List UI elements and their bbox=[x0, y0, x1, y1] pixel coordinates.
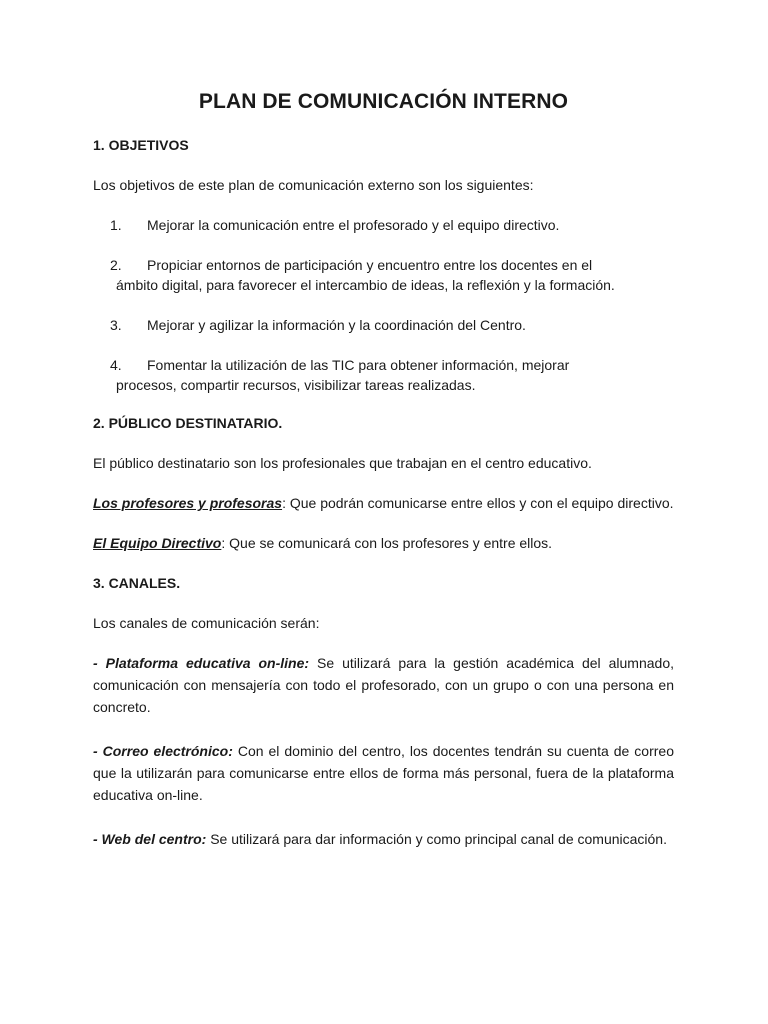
document-title: PLAN DE COMUNICACIÓN INTERNO bbox=[198, 90, 569, 113]
list-item-number: 4. bbox=[110, 357, 122, 373]
audience-intro: El público destinatario son los profesionales que trabajan en el centro educativo. bbox=[93, 455, 592, 471]
objectives-intro: Los objetivos de este plan de comunicación externo son los siguientes: bbox=[93, 177, 534, 193]
list-item-number: 2. bbox=[110, 257, 122, 273]
channel-name: - Web del centro: bbox=[93, 831, 207, 847]
list-item-number: 3. bbox=[110, 317, 122, 333]
channel-description: Con el dominio del centro, los docentes tendrán su cuenta de correo que la utilizarán para comunicarse entre ellos de forma más personal, fuera de la plataforma educativa on-line. bbox=[93, 743, 674, 803]
audience-role-teachers bbox=[93, 493, 674, 513]
list-item-continuation: ámbito digital, para favorecer el intercambio de ideas, la reflexión y la formación. bbox=[116, 277, 615, 293]
audience-role-directors bbox=[93, 533, 674, 553]
channel-description: Se utilizará para la gestión académica del alumnado, comunicación con mensajería con todo el profesorado, con un grupo o con una persona en concreto. bbox=[93, 655, 674, 715]
channel-description: Se utilizará para dar información y como principal canal de comunicación. bbox=[206, 831, 667, 847]
list-item-text: Fomentar la utilización de las TIC para obtener información, mejorar bbox=[147, 357, 570, 373]
list-item bbox=[93, 255, 674, 295]
list-item-text: Mejorar la comunicación entre el profesorado y el equipo directivo. bbox=[147, 217, 560, 233]
list-item bbox=[93, 315, 674, 335]
role-description: : Que podrán comunicarse entre ellos y con el equipo directivo. bbox=[282, 495, 674, 511]
list-item-continuation: procesos, compartir recursos, visibilizar tareas realizadas. bbox=[116, 377, 476, 393]
section-heading-objectives: 1. OBJETIVOS bbox=[93, 137, 189, 153]
list-item-text: Mejorar y agilizar la información y la coordinación del Centro. bbox=[147, 317, 526, 333]
channel-name: - Plataforma educativa on-line: bbox=[93, 655, 310, 671]
role-name: Los profesores y profesoras bbox=[93, 495, 283, 511]
channel-email bbox=[93, 740, 674, 806]
channel-web bbox=[93, 828, 674, 850]
channel-platform bbox=[93, 652, 674, 718]
role-name: El Equipo Directivo bbox=[93, 535, 222, 551]
objectives-list bbox=[93, 215, 674, 395]
list-item bbox=[93, 355, 674, 395]
channel-name: - Correo electrónico: bbox=[93, 743, 233, 759]
list-item-text: Propiciar entornos de participación y encuentro entre los docentes en el bbox=[147, 257, 593, 273]
section-heading-channels: 3. CANALES. bbox=[93, 575, 181, 591]
section-heading-audience: 2. PÚBLICO DESTINATARIO. bbox=[93, 415, 283, 431]
list-item bbox=[93, 215, 674, 235]
channels-intro: Los canales de comunicación serán: bbox=[93, 615, 320, 631]
role-description: : Que se comunicará con los profesores y entre ellos. bbox=[221, 535, 553, 551]
list-item-number: 1. bbox=[110, 217, 122, 233]
